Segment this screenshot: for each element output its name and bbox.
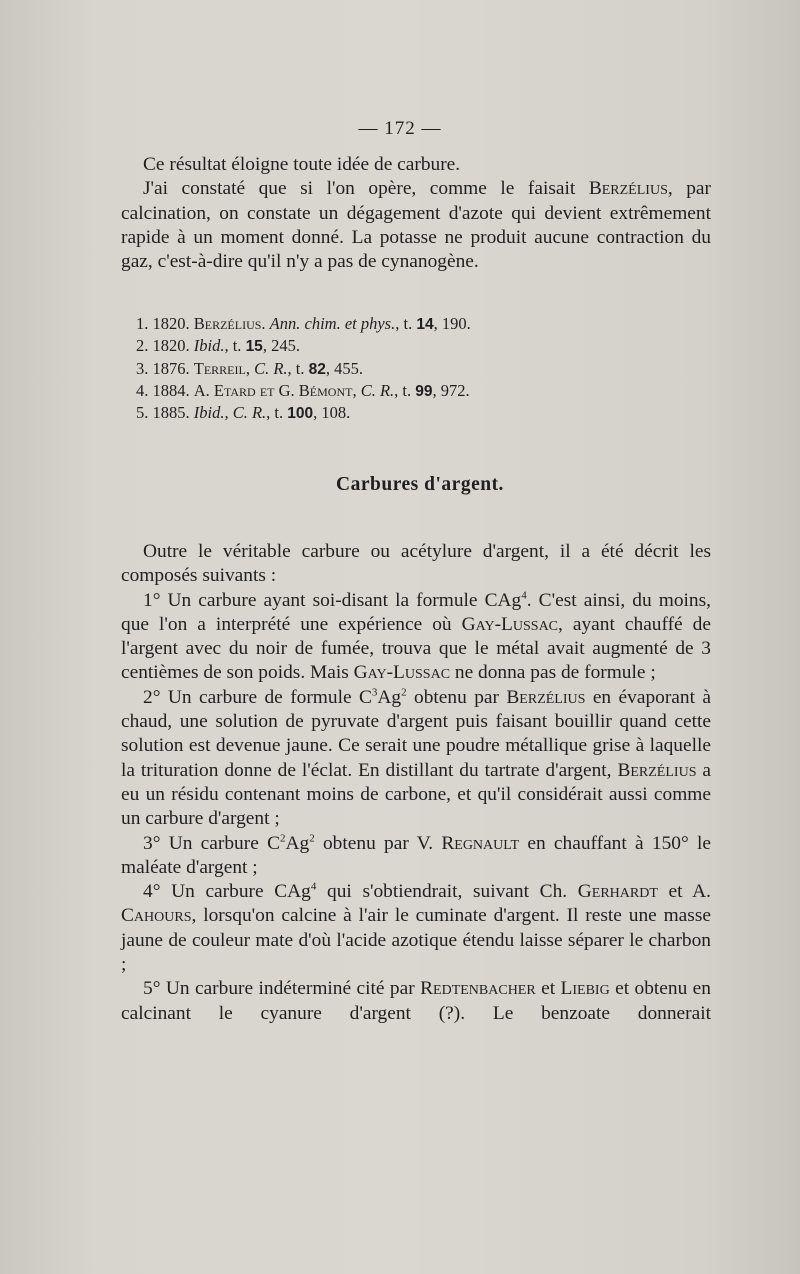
item-1-paragraph: 1° Un carbure ayant soi-disant la formule CAg$^4$. C'est ainsi, du moins, que l'on a interprété une expérience où Gay-Lussac, ayant chauffé de l'argent avec du noir de fumée, trouva que le métal avait augmenté de 3 centièmes de son poids. Mais Gay-Lussac ne donna pas de formule ; xyxy=(121,589,712,684)
intro-section xyxy=(121,153,711,274)
section-heading: Carbures d'argent. xyxy=(336,474,504,495)
references-list xyxy=(136,313,696,424)
reference-3: 3. 1876. Terreil, C. R., t. 82, 455. xyxy=(136,358,364,378)
reference-5: 5. 1885. Ibid., C. R., t. 100, 108. xyxy=(136,403,351,423)
page-number: — 172 — xyxy=(358,118,442,139)
reference-1: 1. 1820. Berzélius. Ann. chim. et phys., t. 14, 190. xyxy=(136,314,471,333)
item-3-paragraph: 3° Un carbure $C^2Ag^2$ obtenu par V. Regnault en chauffant à 150° le maléate d'argent ; xyxy=(121,832,712,878)
reference-4: 4. 1884. A. Etard et G. Bémont, C. R., t. 99, 972. xyxy=(136,380,470,400)
body-intro-paragraph: Outre le véritable carbure ou acétylure d'argent, il a été décrit les composés suivants : xyxy=(121,541,711,587)
body-section xyxy=(121,540,711,1026)
item-4-paragraph: 4° Un carbure CAg$^4$ qui s'obtiendrait, suivant Ch. Gerhardt et A. Cahours, lorsqu'on calcine à l'air le cuminate d'argent. Il reste une masse jaune de couleur mate d'où l'acide azotique étendu laisse séparer le charbon ; xyxy=(121,880,711,976)
intro-paragraph-2: J'ai constaté que si l'on opère, comme le faisait Berzélius, par calcination, on constate un dégagement d'azote qui devient extrêmement rapide à un moment donné. La potasse ne produit aucune contraction du gaz, c'est-à-dire qu'il n'y a pas de cynanogène. xyxy=(121,178,711,273)
author-name: Berzélius xyxy=(588,178,668,200)
item-5-paragraph: 5° Un carbure indéterminé cité par Redtenbacher et Liebig et obtenu en calcinant le cyanure d'argent (?). Le benzoate donnerait xyxy=(121,978,711,1024)
item-2-paragraph: 2° Un carbure de formule $C^3Ag^2$ obtenu par Berzélius en évaporant à chaud, une solution de pyruvate d'argent puis faisant bouillir quand cette solution est devenue jaune. Ce serait une poudre métallique grise à laquelle la trituration donne de l'éclat. En distillant du tartrate d'argent, Berzélius a eu un résidu contenant moins de carbone, et qu'il considérait aussi comme un carbure d'argent ; xyxy=(121,686,711,830)
reference-2: 2. 1820. Ibid., t. 15, 245. xyxy=(136,336,300,356)
intro-paragraph-1: Ce résultat éloigne toute idée de carbure. xyxy=(143,154,461,175)
